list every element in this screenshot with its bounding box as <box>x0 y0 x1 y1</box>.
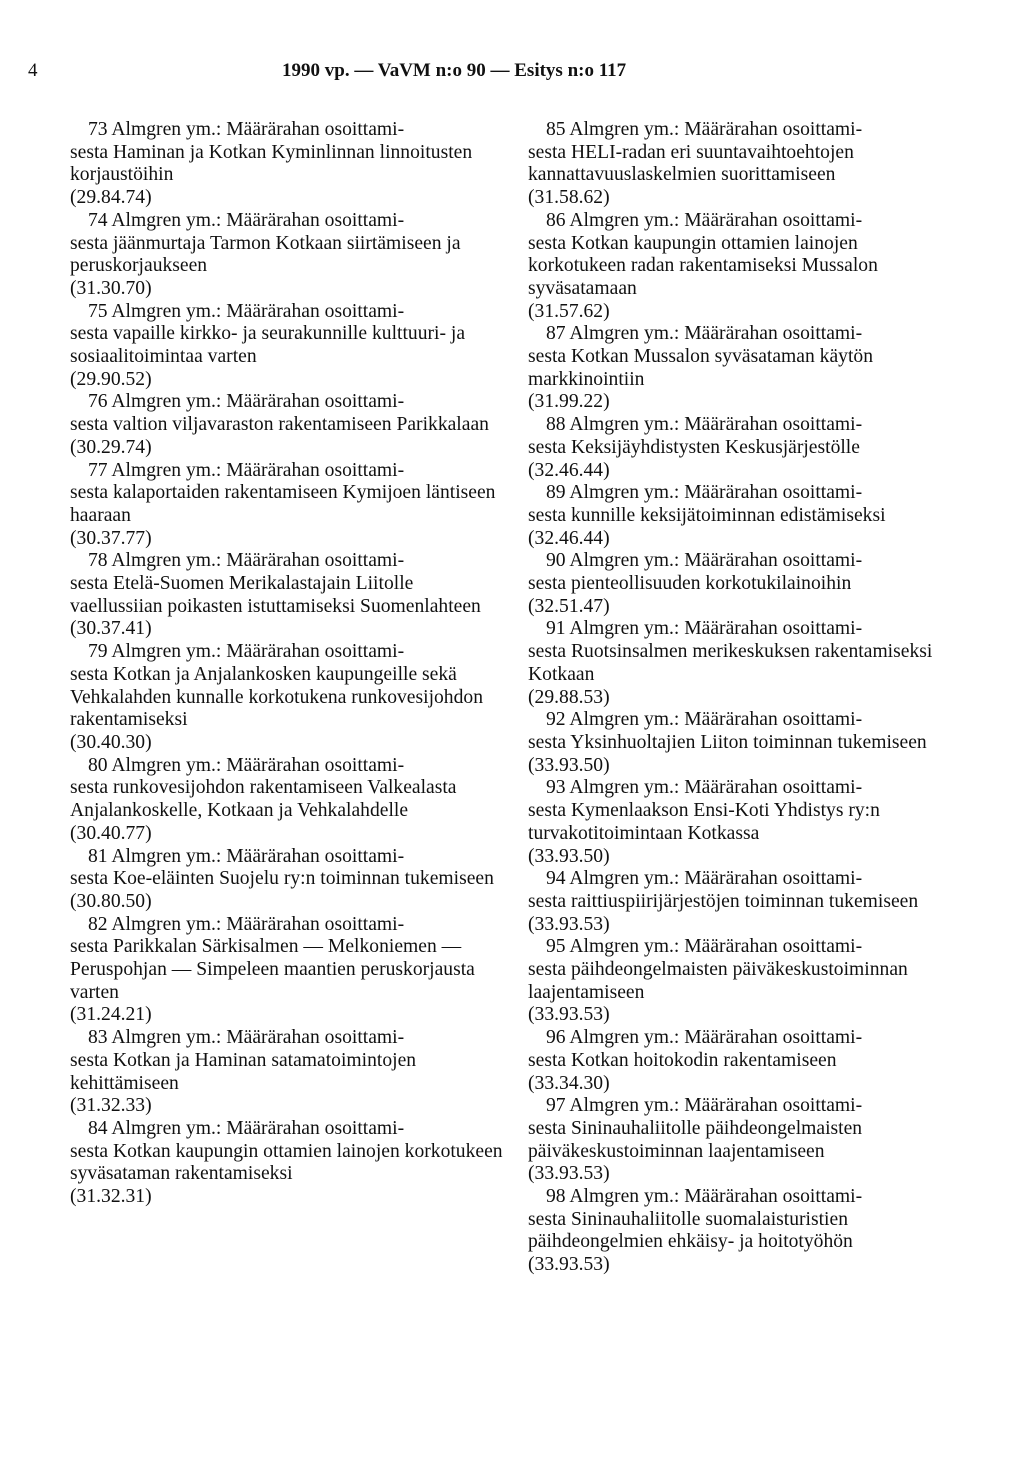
motion-entry <box>70 119 510 210</box>
budget-item-code: (31.57.62) <box>528 300 610 322</box>
budget-item-code: (32.46.44) <box>528 459 610 481</box>
motion-text: sesta Sininauhaliitolle päihdeongelmaisten päiväkeskustoiminnan laajentamiseen <box>528 1117 863 1162</box>
motion-heading: 73 Almgren ym.: Määrärahan osoittami- <box>88 119 405 140</box>
motion-entry <box>70 914 510 1028</box>
motion-text: sesta valtion viljavaraston rakentamiseen Parikkalaan <box>70 414 489 436</box>
motion-entry <box>70 460 510 551</box>
motion-entry <box>528 323 958 414</box>
motion-text: sesta Kotkan kaupungin ottamien lainojen korkotukeen radan rakentamiseksi Mussalon syväsatamaan <box>528 232 878 299</box>
motion-heading: 92 Almgren ym.: Määrärahan osoittami- <box>546 709 863 731</box>
budget-item-code: (33.93.53) <box>528 1254 610 1276</box>
motion-heading: 83 Almgren ym.: Määrärahan osoittami- <box>88 1027 405 1049</box>
right-column <box>528 119 958 1277</box>
motion-entry <box>70 755 510 846</box>
motion-heading: 88 Almgren ym.: Määrärahan osoittami- <box>546 414 863 436</box>
motion-entry <box>528 482 958 550</box>
motion-heading: 94 Almgren ym.: Määrärahan osoittami- <box>546 868 863 890</box>
motion-text: sesta Yksinhuoltajien Liiton toiminnan tukemiseen <box>528 731 927 753</box>
motion-text: sesta Kotkan hoitokodin rakentamiseen <box>528 1049 837 1071</box>
motion-entry <box>528 1095 958 1186</box>
motion-heading: 76 Almgren ym.: Määrärahan osoittami- <box>88 391 405 413</box>
motion-entry <box>528 868 958 936</box>
motion-heading: 82 Almgren ym.: Määrärahan osoittami- <box>88 913 405 935</box>
motion-text: sesta päihdeongelmaisten päiväkeskustoiminnan laajentamiseen <box>528 959 908 1003</box>
budget-item-code: (30.40.30) <box>70 731 152 753</box>
motion-text: sesta Ruotsinsalmen merikeskuksen rakentamiseksi Kotkaan <box>528 641 933 685</box>
motion-heading: 95 Almgren ym.: Määrärahan osoittami- <box>546 936 863 958</box>
motion-heading: 75 Almgren ym.: Määrärahan osoittami- <box>88 300 405 322</box>
motion-heading: 79 Almgren ym.: Määrärahan osoittami- <box>88 641 405 663</box>
motion-heading: 74 Almgren ym.: Määrärahan osoittami- <box>88 209 405 231</box>
running-head: 1990 vp. — VaVM n:o 90 — Esitys n:o 117 <box>282 60 627 81</box>
motion-text: sesta jäänmurtaja Tarmon Kotkaan siirtämiseen ja peruskorjaukseen <box>70 232 461 277</box>
budget-item-code: (33.93.53) <box>528 1004 610 1026</box>
motion-text: sesta Kotkan Mussalon syväsataman käytön markkinointiin <box>528 346 874 390</box>
motion-entry <box>70 846 510 914</box>
budget-item-code: (33.93.50) <box>528 754 610 776</box>
motion-entry <box>70 301 510 392</box>
motion-heading: 85 Almgren ym.: Määrärahan osoittami- <box>546 119 863 140</box>
page-header <box>28 60 748 90</box>
motion-text: sesta Kotkan kaupungin ottamien lainojen korkotukeen syväsataman rakentamiseksi <box>70 1140 503 1185</box>
motion-heading: 80 Almgren ym.: Määrärahan osoittami- <box>88 754 405 776</box>
motion-text: sesta kunnille keksijätoiminnan edistämiseksi <box>528 504 886 526</box>
budget-item-code: (33.93.53) <box>528 913 610 935</box>
motion-entry <box>528 777 958 868</box>
motion-heading: 86 Almgren ym.: Määrärahan osoittami- <box>546 209 863 231</box>
motion-heading: 93 Almgren ym.: Määrärahan osoittami- <box>546 777 863 799</box>
budget-item-code: (29.90.52) <box>70 368 152 390</box>
motion-heading: 90 Almgren ym.: Määrärahan osoittami- <box>546 550 863 572</box>
budget-item-code: (33.34.30) <box>528 1072 610 1094</box>
motion-entry <box>528 414 958 482</box>
motion-text: sesta Kotkan ja Haminan satamatoimintojen kehittämiseen <box>70 1049 417 1094</box>
budget-item-code: (32.46.44) <box>528 527 610 549</box>
motion-entry <box>528 936 958 1027</box>
budget-item-code: (31.24.21) <box>70 1004 152 1026</box>
budget-item-code: (31.99.22) <box>528 391 610 413</box>
motion-text: sesta vapaille kirkko- ja seurakunnille kulttuuri- ja sosiaalitoimintaa varten <box>70 323 466 368</box>
motion-heading: 78 Almgren ym.: Määrärahan osoittami- <box>88 550 405 572</box>
motion-text: sesta Sininauhaliitolle suomalaisturistien päihdeongelmien ehkäisy- ja hoitotyöhön <box>528 1208 853 1253</box>
budget-item-code: (31.32.33) <box>70 1095 152 1117</box>
motion-text: sesta Etelä-Suomen Merikalastajain Liitolle vaellussiian poikasten istuttamiseksi Suomenlahteen <box>70 573 481 617</box>
motion-text: sesta pienteollisuuden korkotukilainoihin <box>528 573 852 595</box>
motion-heading: 97 Almgren ym.: Määrärahan osoittami- <box>546 1095 863 1117</box>
budget-item-code: (33.93.53) <box>528 1163 610 1185</box>
budget-item-code: (31.58.62) <box>528 187 610 209</box>
motion-text: sesta Haminan ja Kotkan Kyminlinnan linnoitusten korjaustöihin <box>70 141 473 186</box>
motion-entry <box>70 1118 510 1209</box>
motion-entry <box>528 550 958 618</box>
motion-heading: 98 Almgren ym.: Määrärahan osoittami- <box>546 1186 863 1208</box>
motion-heading: 77 Almgren ym.: Määrärahan osoittami- <box>88 459 405 481</box>
motion-heading: 96 Almgren ym.: Määrärahan osoittami- <box>546 1027 863 1049</box>
motion-entry <box>70 550 510 641</box>
budget-item-code: (33.93.50) <box>528 845 610 867</box>
motion-entry <box>528 210 958 324</box>
budget-item-code: (30.37.77) <box>70 527 152 549</box>
motion-entry <box>528 618 958 709</box>
page-number: 4 <box>28 60 38 81</box>
motion-entry <box>528 709 958 777</box>
motion-heading: 84 Almgren ym.: Määrärahan osoittami- <box>88 1117 405 1139</box>
motion-heading: 87 Almgren ym.: Määrärahan osoittami- <box>546 323 863 345</box>
motion-text: sesta runkovesijohdon rakentamiseen Valkealasta Anjalankoskelle, Kotkaan ja Vehkalahdelle <box>70 777 457 822</box>
budget-item-code: (31.30.70) <box>70 277 152 299</box>
motion-entry <box>528 119 958 210</box>
motion-text: sesta Keksijäyhdistysten Keskusjärjestölle <box>528 436 860 458</box>
motion-heading: 81 Almgren ym.: Määrärahan osoittami- <box>88 845 405 867</box>
motion-entry <box>70 1027 510 1118</box>
motion-text: sesta Parikkalan Särkisalmen — Melkoniemen — Peruspohjan — Simpeleen maantien peruskorjausta varten <box>70 936 475 1003</box>
motion-entry <box>70 210 510 301</box>
left-column <box>70 119 510 1209</box>
budget-item-code: (29.84.74) <box>70 187 152 209</box>
motion-text: sesta Koe-eläinten Suojelu ry:n toiminnan tukemiseen <box>70 868 494 890</box>
motion-heading: 89 Almgren ym.: Määrärahan osoittami- <box>546 482 863 504</box>
motion-text: sesta HELI-radan eri suuntavaihtoehtojen kannattavuuslaskelmien suorittamiseen <box>528 141 854 186</box>
budget-item-code: (29.88.53) <box>528 686 610 708</box>
budget-item-code: (30.80.50) <box>70 890 152 912</box>
motion-text: sesta Kymenlaakson Ensi-Koti Yhdistys ry:n turvakotitoimintaan Kotkassa <box>528 800 880 844</box>
motion-text: sesta kalaportaiden rakentamiseen Kymijoen läntiseen haaraan <box>70 482 496 526</box>
budget-item-code: (30.37.41) <box>70 618 152 640</box>
budget-item-code: (31.32.31) <box>70 1186 152 1208</box>
motion-text: sesta raittiuspiirijärjestöjen toiminnan tukemiseen <box>528 890 919 912</box>
motion-entry <box>70 391 510 459</box>
budget-item-code: (30.29.74) <box>70 436 152 458</box>
motion-entry <box>528 1186 958 1277</box>
motion-text: sesta Kotkan ja Anjalankosken kaupungeille sekä Vehkalahden kunnalle korkotukena runkovesijohdon rakentamiseksi <box>70 663 483 731</box>
motion-entry <box>528 1027 958 1095</box>
motion-entry <box>70 641 510 755</box>
motion-heading: 91 Almgren ym.: Määrärahan osoittami- <box>546 618 863 640</box>
budget-item-code: (30.40.77) <box>70 822 152 844</box>
budget-item-code: (32.51.47) <box>528 595 610 617</box>
